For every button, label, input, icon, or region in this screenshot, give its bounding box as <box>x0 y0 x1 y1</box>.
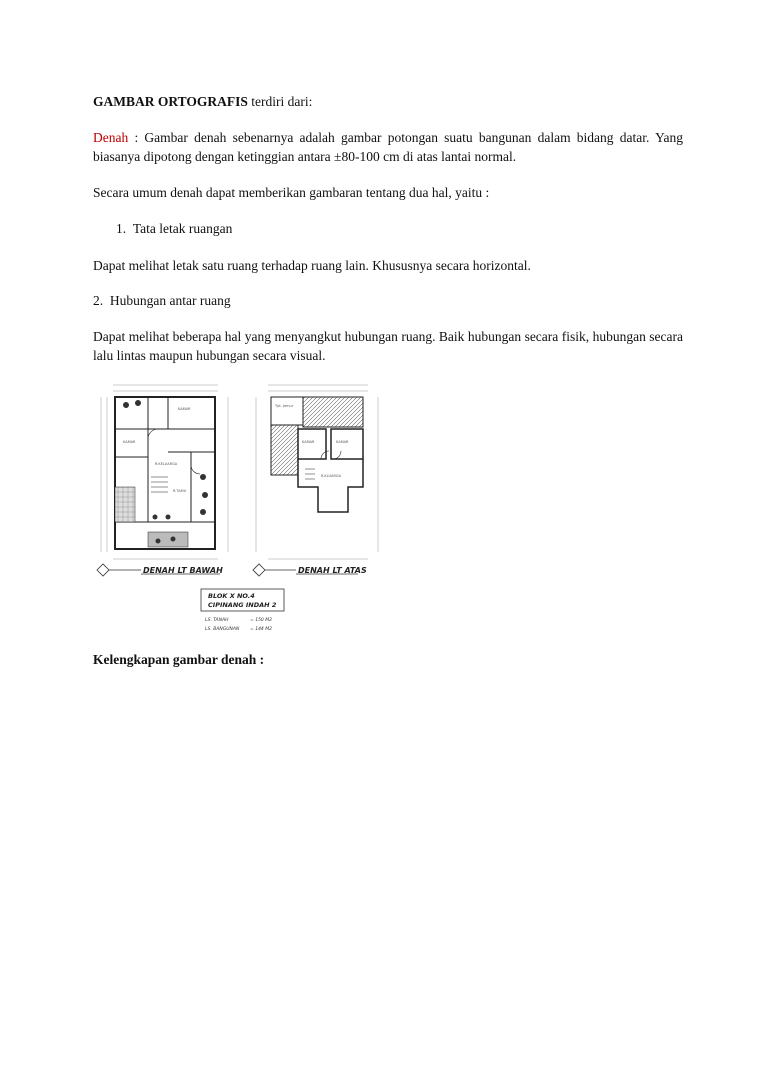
plan-right-title: DENAH LT ATAS <box>298 566 367 575</box>
heading-rest: terdiri dari: <box>247 94 313 109</box>
list-label-2: Hubungan antar ruang <box>109 293 231 308</box>
svg-text:R.TAMU: R.TAMU <box>173 489 187 493</box>
svg-text:KAMAR: KAMAR <box>178 407 191 411</box>
list-item-1 <box>116 219 706 238</box>
upper-floor-plan <box>271 397 363 512</box>
list-number-1: 1. <box>116 221 127 236</box>
plan-left-title: DENAH LT BAWAH <box>143 566 223 575</box>
info-line-1: BLOK X NO.4 <box>208 592 255 600</box>
item1-description: Dapat melihat letak satu ruang terhadap ruang lain. Khususnya secara horizontal. <box>93 258 531 273</box>
document-heading <box>93 92 683 111</box>
closing-heading: Kelengkapan gambar denah : <box>93 652 265 667</box>
denah-paragraph <box>93 128 683 166</box>
svg-text:Tpt. Jemur: Tpt. Jemur <box>275 404 294 408</box>
list-item-2 <box>93 291 683 310</box>
svg-text:KAMAR: KAMAR <box>302 440 315 444</box>
tanah-value: = 150 M2 <box>250 618 272 623</box>
bangunan-label: LS. BANGUNAN <box>205 627 240 632</box>
ground-floor-plan <box>115 397 215 549</box>
info-line-2: CIPINANG INDAH 2 <box>208 601 277 609</box>
list-label-1: Tata letak ruangan <box>132 221 233 236</box>
item2-description: Dapat melihat beberapa hal yang menyangkut hubungan ruang. Baik hubungan secara fisik, hubungan secara lalu lintas maupun hubungan secara visual. <box>93 329 683 363</box>
tanah-label: LS. TANAH <box>205 618 229 623</box>
bangunan-value: = 144 M2 <box>250 627 272 632</box>
svg-text:KAMAR: KAMAR <box>123 440 136 444</box>
svg-text:R.KELUARGA: R.KELUARGA <box>155 462 178 466</box>
svg-text:KAMAR: KAMAR <box>336 440 349 444</box>
denah-definition: : Gambar denah sebenarnya adalah gambar potongan suatu bangunan dalam bidang datar. Yang biasanya dipotong dengan ketinggian antara ±80-100 cm di atas lantai normal. <box>93 130 683 164</box>
list-number-2: 2. <box>93 293 104 308</box>
svg-text:R.KLUARGA: R.KLUARGA <box>321 474 341 478</box>
denah-term: Denah <box>93 130 129 145</box>
heading-bold: GAMBAR ORTOGRAFIS <box>93 94 248 109</box>
intro-paragraph: Secara umum denah dapat memberikan gambaran tentang dua hal, yaitu : <box>93 185 490 200</box>
floor-plan-figure <box>93 377 388 640</box>
